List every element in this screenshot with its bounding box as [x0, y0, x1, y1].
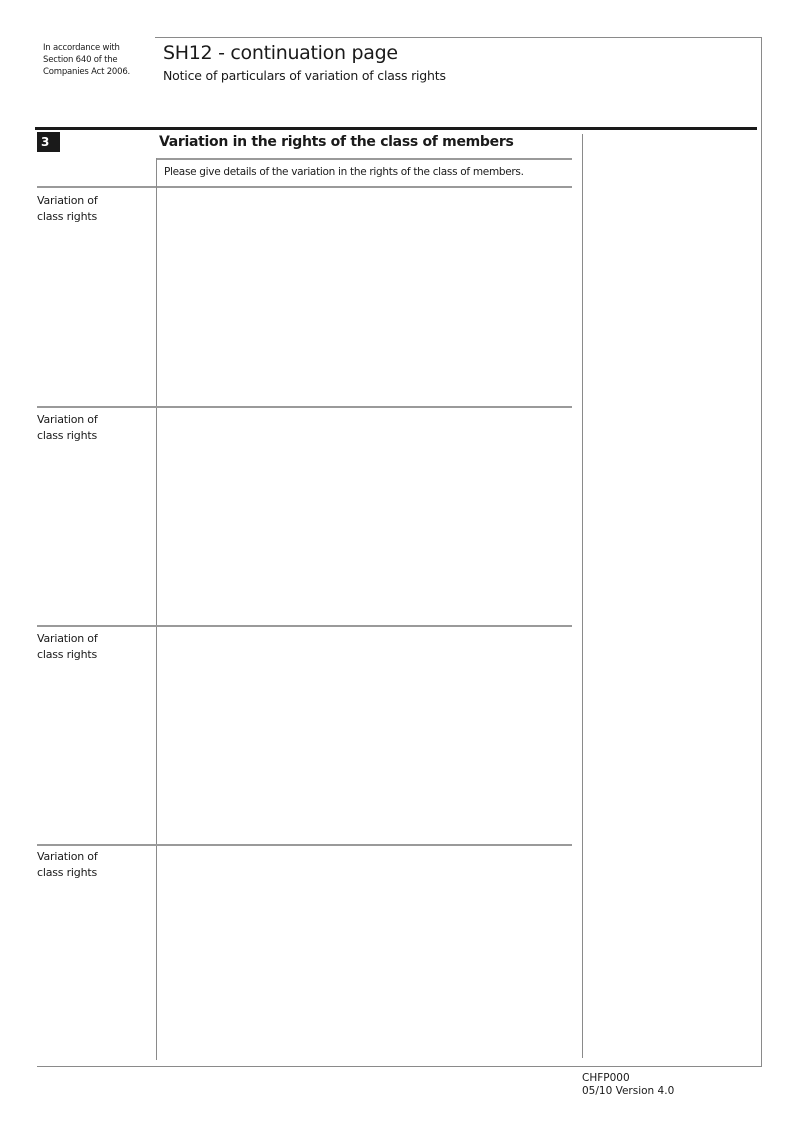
form-code: CHFP000	[582, 1072, 630, 1084]
row-label-line: Variation of	[37, 850, 98, 863]
form-title: SH12 - continuation page	[163, 42, 398, 64]
variation-field-container	[158, 409, 572, 624]
form-version: 05/10 Version 4.0	[582, 1085, 675, 1097]
variation-row-label	[37, 412, 147, 444]
page-bottom-border	[37, 1066, 762, 1067]
variation-of-class-rights-field-4[interactable]	[158, 847, 572, 1059]
guidance-column-divider	[582, 134, 583, 1058]
legal-reference	[43, 42, 130, 78]
variation-row-label	[37, 849, 147, 881]
variation-of-class-rights-field-1[interactable]	[158, 189, 572, 405]
row-label-line: Variation of	[37, 632, 98, 645]
legal-reference-line: Section 640 of the	[43, 55, 118, 65]
variation-of-class-rights-field-2[interactable]	[158, 409, 572, 624]
row-label-line: class rights	[37, 429, 97, 442]
field-left-border	[156, 186, 157, 1060]
form-footer	[582, 1072, 674, 1098]
variation-field-container	[158, 189, 572, 405]
row-label-line: class rights	[37, 866, 97, 879]
section-number-badge: 3	[37, 132, 60, 152]
row-label-line: Variation of	[37, 413, 98, 426]
row-separator	[37, 625, 572, 627]
variation-row-label	[37, 631, 147, 663]
legal-reference-line: Companies Act 2006.	[43, 67, 131, 77]
instruction-left-border	[156, 158, 157, 186]
variation-row-label	[37, 193, 147, 225]
variation-of-class-rights-field-3[interactable]	[158, 628, 572, 843]
row-separator	[37, 844, 572, 846]
row-separator	[37, 406, 572, 408]
row-label-line: class rights	[37, 648, 97, 661]
page-top-border	[155, 37, 762, 38]
row-label-line: class rights	[37, 210, 97, 223]
section-heading: Variation in the rights of the class of members	[159, 134, 514, 150]
instruction-bottom-rule	[37, 186, 572, 188]
variation-field-container	[158, 847, 572, 1059]
instructions-text: Please give details of the variation in the rights of the class of members.	[164, 166, 524, 178]
form-subtitle: Notice of particulars of variation of class rights	[163, 68, 446, 83]
row-label-line: Variation of	[37, 194, 98, 207]
section-divider	[35, 127, 757, 130]
page-right-border	[761, 37, 762, 1067]
heading-underline	[156, 158, 572, 160]
variation-field-container	[158, 628, 572, 843]
legal-reference-line: In accordance with	[43, 43, 120, 53]
